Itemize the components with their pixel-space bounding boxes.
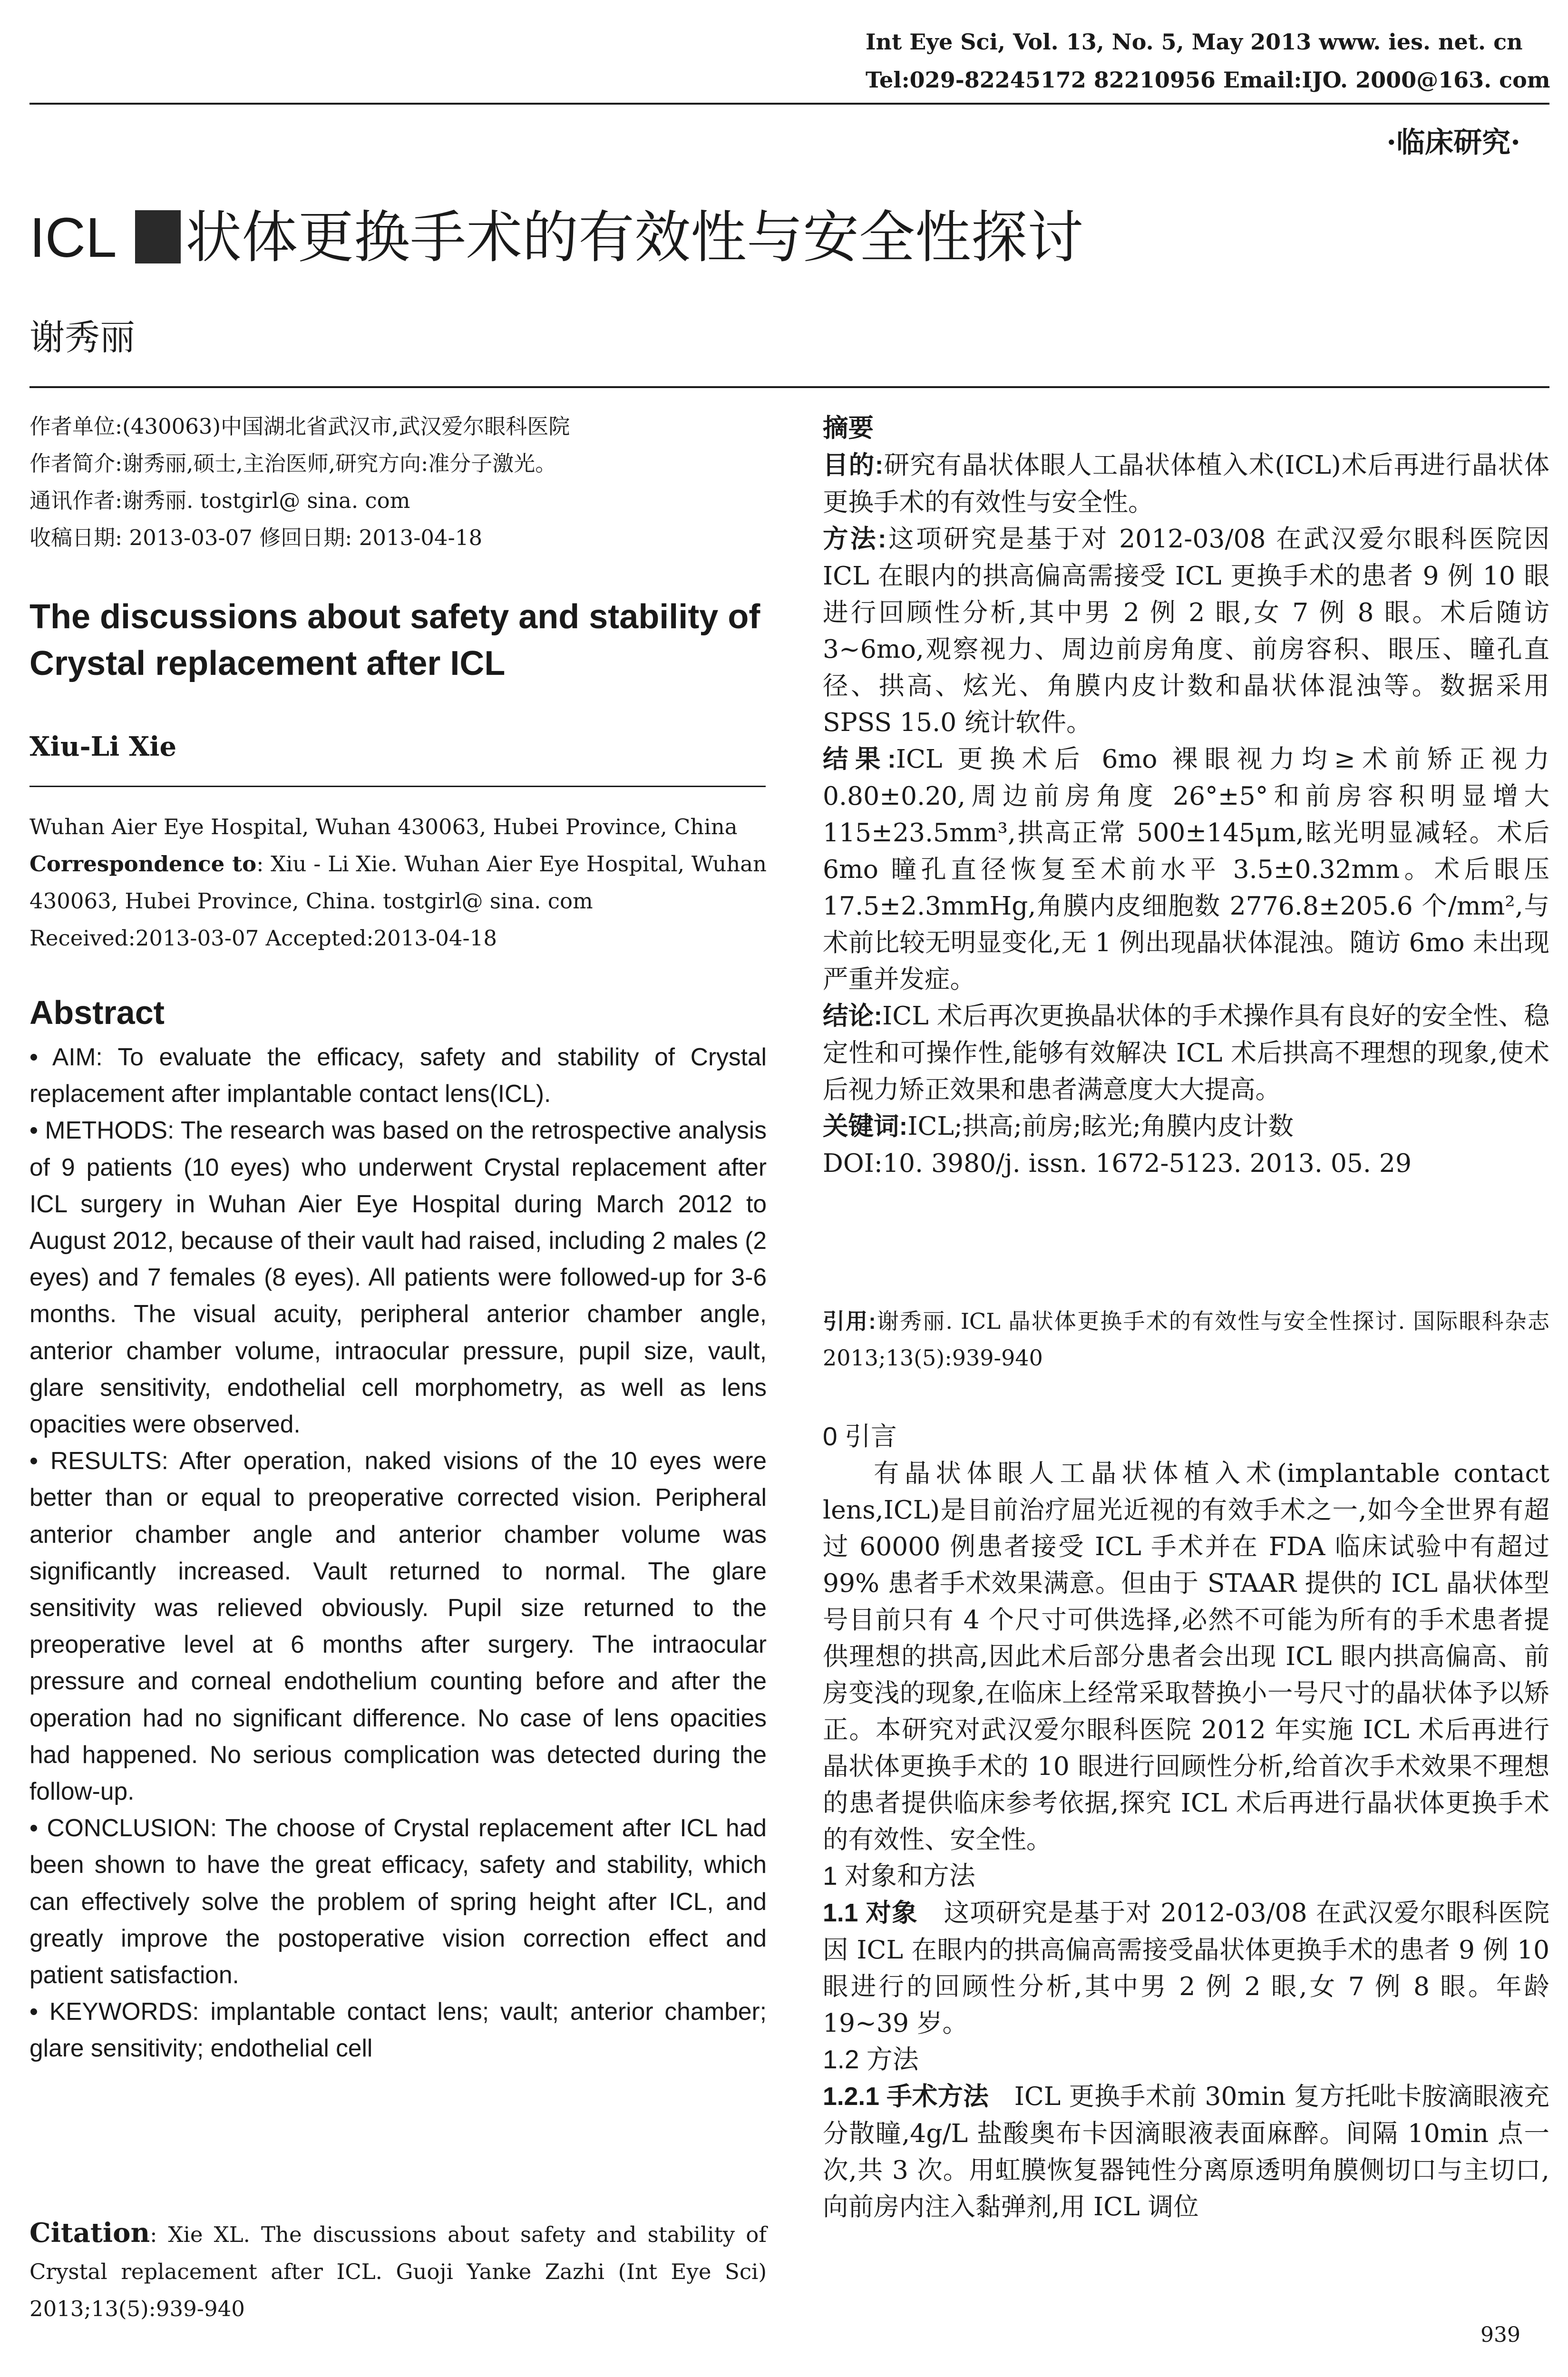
- aim-text: 研究有晶状体眼人工晶状体植入术(ICL)术后再进行晶状体更换手术的有效性与安全性。: [823, 450, 1549, 517]
- citation-text: : Xie XL. The discussions about safety and stability of Crystal replacement after ICL. Guoji Yanke Zazhi (Int Eye Sci) 2013;13(5):939-940: [29, 2222, 767, 2321]
- section121-text: ICL 更换手术前 30min 复方托吡卡胺滴眼液充分散瞳,4g/L 盐酸奥布卡因滴眼液表面麻醉。间隔 10min 点一次,共 3 次。用虹膜恢复器钝性分离原透明角膜侧切口与主切口,向前房内注入黏弹剂,用 ICL 调位: [823, 2081, 1550, 2221]
- citation-label: Citation: [29, 2217, 150, 2249]
- article-title: [29, 200, 1083, 276]
- section1-heading: 1 对象和方法: [823, 1861, 975, 1890]
- abstract-conclusion: • CONCLUSION: The choose of Crystal replacement after ICL had been shown to have the great efficacy, safety and stability, which can effectively solve the problem of spring height after ICL, and greatly improve the postoperative vision correction effect and patient satisfaction.: [29, 1814, 767, 1989]
- results-label: 结果:: [823, 745, 896, 773]
- author-meta: [29, 408, 767, 556]
- section11-text: 这项研究是基于对 2012-03/08 在武汉爱尔眼科医院因 ICL 在眼内的拱高偏高需接受晶状体更换手术的患者 9 例 10 眼进行的回顾性分析,其中男 2 例 2 眼,女 7 例 8 眼。年龄 19~39 岁。: [823, 1898, 1549, 2038]
- page-number: 939: [1480, 2323, 1520, 2347]
- english-affiliation: Wuhan Aier Eye Hospital, Wuhan 430063, Hubei Province, China: [29, 814, 738, 839]
- title-prefix: ICL: [29, 206, 131, 269]
- body-text: [823, 1418, 1549, 2225]
- section121-paragraph: [823, 2078, 1549, 2225]
- english-affiliation-block: [29, 809, 767, 957]
- meta-bio: 作者简介:谢秀丽,硕士,主治医师,研究方向:准分子激光。: [29, 451, 557, 476]
- section12-heading: 1.2 方法: [823, 2045, 919, 2074]
- keywords-label: 关键词:: [823, 1112, 908, 1140]
- abstract-cn-results: [823, 740, 1549, 997]
- affil-rule: [29, 786, 766, 787]
- aim-label: 目的:: [823, 451, 884, 479]
- header-rule: [29, 103, 1549, 105]
- citation-chinese: [823, 1303, 1549, 1376]
- meta-affiliation: 作者单位:(430063)中国湖北省武汉市,武汉爱尔眼科医院: [29, 414, 570, 439]
- abstract-english: [29, 1039, 767, 2067]
- abstract-cn-heading: 摘要: [823, 414, 874, 442]
- abstract-cn-keywords: [823, 1108, 1549, 1145]
- section121-label: 1.2.1 手术方法: [823, 2083, 989, 2111]
- intro-heading: 0 引言: [823, 1422, 897, 1451]
- title-rule: [29, 386, 1549, 388]
- intro-paragraph: 有晶状体眼人工晶状体植入术(implantable contact lens,ICL)是目前治疗屈光近视的有效手术之一,如今全世界有超过 60000 例患者接受 ICL 手术并在 FDA 临床试验中有超过 99% 患者手术效果满意。但由于 STAAR 提供的 ICL 晶状体型号目前只有 4 个尺寸可供选择,必然不可能为所有的手术患者提供理想的拱高,因此术后部分患者会出现 ICL 眼内拱高偏高、前房变浅的现象,在临床上经常采取替换小一号尺寸的晶状体予以矫正。本研究对武汉爱尔眼科医院 2012 年实施 ICL 术后再进行晶状体更换手术的 10 眼进行回顾性分析,给首次手术效果不理想的患者提供临床参考依据,探究 ICL 术后再进行晶状体更换手术的有效性、安全性。: [823, 1458, 1549, 1854]
- abstract-keywords: • KEYWORDS: implantable contact lens; vault; anterior chamber; glare sensitivity; endothelial cell: [29, 1997, 767, 2062]
- abstract-heading: Abstract: [29, 994, 165, 1031]
- section11-paragraph: [823, 1894, 1549, 2041]
- citation-cn-text: 谢秀丽. ICL 晶状体更换手术的有效性与安全性探讨. 国际眼科杂志 2013;13(5):939-940: [823, 1308, 1549, 1371]
- author-name-cn: 谢秀丽: [29, 317, 135, 358]
- english-correspondence: [29, 846, 767, 920]
- english-author: Xiu-Li Xie: [29, 731, 177, 762]
- abstract-cn-methods: [823, 520, 1549, 740]
- contact-info: Tel:029-82245172 82210956 Email:IJO. 2000@163. com: [866, 67, 1550, 93]
- title-glyph-icon: [135, 210, 181, 263]
- correspondence-label: Correspondence to: [29, 851, 257, 877]
- title-rest: 状体更换手术的有效性与安全性探讨: [185, 206, 1084, 269]
- abstract-chinese: [823, 410, 1549, 1181]
- meta-correspondence: 通讯作者:谢秀丽. tostgirl@ sina. com: [29, 488, 410, 513]
- doi: DOI:10. 3980/j. issn. 1672-5123. 2013. 05. 29: [823, 1148, 1412, 1178]
- english-title: The discussions about safety and stability of Crystal replacement after ICL: [29, 598, 760, 682]
- conclusion-label: 结论:: [823, 1002, 883, 1030]
- abstract-methods: • METHODS: The research was based on the retrospective analysis of 9 patients (10 eyes) who underwent Crystal replacement after ICL surgery in Wuhan Aier Eye Hospital during March 2012 to August 2012, because of their vault had raised, including 2 males (2 eyes) and 7 females (8 eyes). All patients were followed-up for 3-6 months. The visual acuity, peripheral anterior chamber angle, anterior chamber volume, intraocular pressure, pupil size, vault, glare sensitivity, endothelial cell morphometry, as well as lens opacities were observed.: [29, 1116, 767, 1438]
- abstract-cn-conclusion: [823, 997, 1549, 1108]
- citation-english: [29, 2214, 767, 2328]
- meta-dates: 收稿日期: 2013-03-07 修回日期: 2013-04-18: [29, 525, 483, 550]
- section-tag: ·临床研究·: [1386, 126, 1520, 159]
- methods-text: 这项研究是基于对 2012-03/08 在武汉爱尔眼科医院因 ICL 在眼内的拱高偏高需接受 ICL 更换手术的患者 9 例 10 眼进行回顾性分析,其中男 2 例 2 眼,女 7 例 8 眼。术后随访 3~6mo,观察视力、周边前房角度、前房容积、眼压、瞳孔直径、拱高、炫光、角膜内皮计数和晶状体混浊等。数据采用 SPSS 15.0 统计软件。: [823, 524, 1549, 737]
- results-text: ICL 更换术后 6mo 裸眼视力均≥术前矫正视力 0.80±0.20,周边前房角度 26°±5°和前房容积明显增大 115±23.5mm³,拱高正常 500±145μm,眩光明显减轻。术后 6mo 瞳孔直径恢复至术前水平 3.5±0.32mm。术后眼压 17.5±2.3mmHg,角膜内皮细胞数 2776.8±205.6 个/mm²,与术前比较无明显变化,无 1 例出现晶状体混浊。随访 6mo 未出现严重并发症。: [823, 744, 1549, 994]
- keywords-text: ICL;拱高;前房;眩光;角膜内皮计数: [907, 1111, 1294, 1141]
- section11-label: 1.1 对象: [823, 1899, 918, 1927]
- journal-info: Int Eye Sci, Vol. 13, No. 5, May 2013 www. ies. net. cn: [866, 29, 1523, 55]
- citation-cn-label: 引用:: [823, 1309, 876, 1334]
- abstract-results: • RESULTS: After operation, naked visions of the 10 eyes were better than or equal to preoperative corrected vision. Peripheral anterior chamber angle and anterior chamber volume was significantly increased. Vault returned to normal. The glare sensitivity was relieved obviously. Pupil size returned to the preoperative level at 6 months after surgery. The intraocular pressure and corneal endothelium counting before and after the operation had no significant difference. No case of lens opacities had happened. No serious complication was detected during the follow-up.: [29, 1447, 767, 1805]
- conclusion-text: ICL 术后再次更换晶状体的手术操作具有良好的安全性、稳定性和可操作性,能够有效解决 ICL 术后拱高不理想的现象,使术后视力矫正效果和患者满意度大大提高。: [823, 1001, 1549, 1104]
- abstract-cn-aim: [823, 447, 1549, 520]
- methods-label: 方法:: [823, 525, 886, 553]
- correspondence-text: : Xiu - Li Xie. Wuhan Aier Eye Hospital, Wuhan 430063, Hubei Province, China. tostgirl@ sina. com: [29, 851, 767, 914]
- english-dates: Received:2013-03-07 Accepted:2013-04-18: [29, 925, 497, 951]
- abstract-aim: • AIM: To evaluate the efficacy, safety and stability of Crystal replacement after implantable contact lens(ICL).: [29, 1043, 767, 1108]
